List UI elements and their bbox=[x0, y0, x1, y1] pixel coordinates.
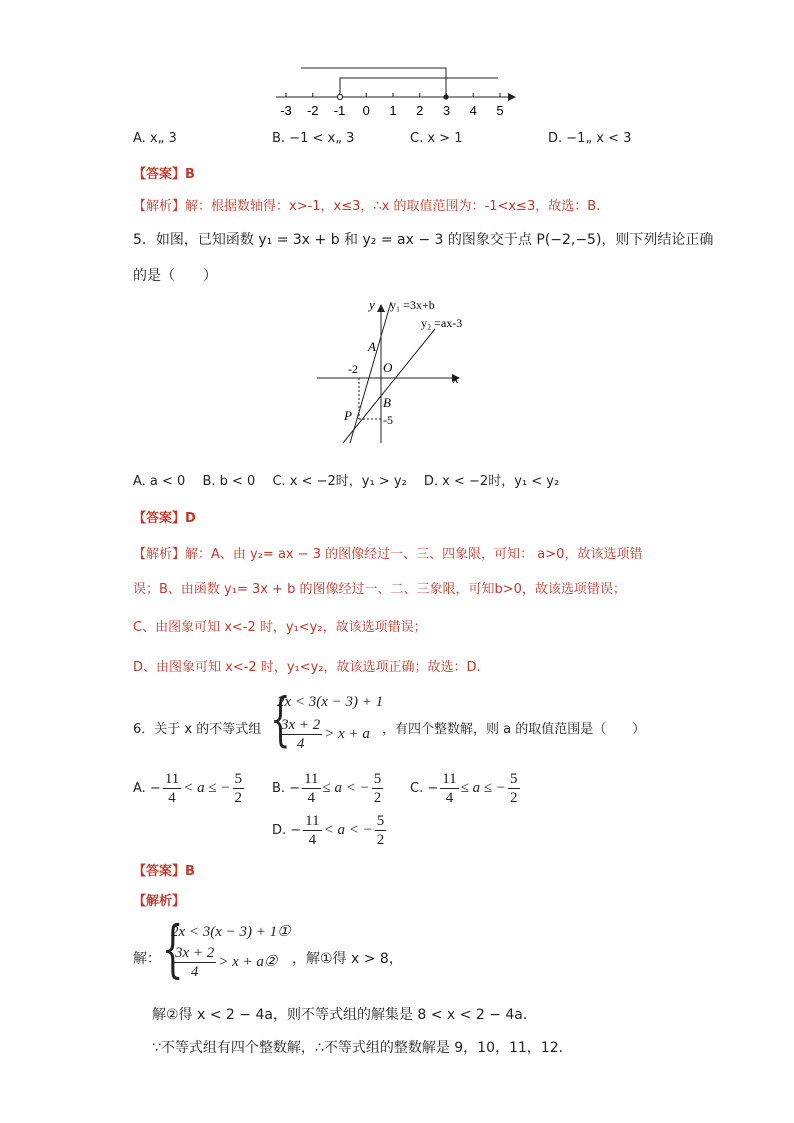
q6-system-eq1: 2x < 3(x − 3) + 1 bbox=[277, 694, 384, 710]
frac-num: 5 bbox=[510, 771, 518, 787]
q5-analysis-line4: D、由图象可知 x<-2 时，y₁<y₂，故该选项正确；故选：D. bbox=[133, 660, 481, 675]
frac-den: 4 bbox=[307, 790, 316, 806]
q6-solution-suffix: ，解①得 x > 8， bbox=[292, 951, 403, 967]
q5-analysis-line2: 误；B、由函数 y₁= 3x + b 的图像经过一、二、三象限，可知b>0，故该选项错误； bbox=[133, 582, 626, 597]
q6-option-a-relation: < a ≤ − bbox=[183, 779, 231, 796]
q6-stem-suffix: ，有四个整数解，则 a 的取值范围是（ ） bbox=[382, 722, 646, 737]
q6-sol-eq2-numerator: 3x + 2 bbox=[175, 945, 215, 961]
q6-option-b-relation: ≤ a < − bbox=[322, 779, 370, 796]
q6-eq2-numerator: 3x + 2 bbox=[281, 717, 321, 733]
q6-stem-prefix: 6．关于 x 的不等式组 bbox=[133, 722, 262, 737]
q6-option-d-prefix: D. − bbox=[272, 822, 302, 838]
label-minus5: -5 bbox=[383, 413, 393, 427]
frac-den: 2 bbox=[234, 790, 243, 806]
q6-analysis-label: 【解析】 bbox=[133, 894, 186, 909]
label-A: A bbox=[368, 339, 376, 354]
frac-den: 2 bbox=[510, 790, 518, 806]
q6-solution-line3: ∵不等式组有四个整数解，∴不等式组的整数解是 9，10，11，12． bbox=[152, 1040, 573, 1056]
tick-label: 1 bbox=[389, 103, 397, 118]
frac-num: 11 bbox=[164, 771, 180, 787]
tick-label: -3 bbox=[280, 103, 292, 118]
q4-option-c: C. x > 1 bbox=[410, 131, 463, 146]
tick-label: 4 bbox=[469, 103, 477, 118]
frac-den: 4 bbox=[168, 790, 176, 806]
q6-option-d-relation: < a < − bbox=[323, 821, 373, 838]
q6-brace: { bbox=[270, 685, 291, 753]
q5-graph bbox=[315, 295, 475, 450]
q6-system-eq2 bbox=[277, 716, 370, 753]
open-circle-minus1 bbox=[337, 94, 342, 99]
q4-analysis: 【解析】解：根据数轴得：x>-1，x≤3，∴x 的取值范围为：-1<x≤3，故选：B. bbox=[133, 199, 601, 214]
q6-solution-brace: { bbox=[161, 912, 184, 985]
ray-x-greater-minus1 bbox=[340, 78, 498, 97]
label-x-axis: x bbox=[453, 371, 459, 386]
q5-options: A. a < 0 B. b < 0 C. x < −2时，y₁ > y₂ D. x < −2时，y₁ < y₂ bbox=[133, 474, 560, 489]
q6-option-b-prefix: B. − bbox=[272, 780, 301, 796]
q6-option-c-prefix: C. − bbox=[410, 780, 439, 796]
tick-label: 3 bbox=[442, 103, 451, 118]
q6-solution-eq2 bbox=[171, 944, 277, 981]
q5-stem-line2: 的是（ ） bbox=[133, 268, 217, 284]
q4-answer: 【答案】B bbox=[133, 167, 195, 182]
q5-analysis-line1: 【解析】解：A、由 y₂= ax − 3 的图像经过一、三、四象限，可知： a>0，故该选项错 bbox=[133, 547, 643, 562]
frac-den: 4 bbox=[445, 790, 454, 806]
label-y2: y₂ =ax-3 bbox=[421, 316, 463, 330]
number-line-figure bbox=[268, 60, 528, 122]
frac-den: 2 bbox=[373, 790, 382, 806]
ray-x-le-3 bbox=[301, 68, 446, 97]
label-y-axis: y bbox=[369, 297, 375, 312]
tick-label: 5 bbox=[496, 103, 504, 118]
q5-analysis-line3: C、由图象可知 x<-2 时，y₁<y₂，故该选项错误； bbox=[133, 620, 427, 635]
q6-option-b bbox=[272, 770, 385, 807]
tick-label: -2 bbox=[306, 103, 319, 118]
tick-label: 0 bbox=[362, 103, 370, 118]
q6-answer: 【答案】B bbox=[133, 864, 195, 879]
label-O: O bbox=[383, 360, 393, 375]
frac-num: 5 bbox=[376, 813, 385, 829]
q5-answer: 【答案】D bbox=[133, 511, 196, 526]
q4-option-a: A. x„ 3 bbox=[133, 131, 177, 146]
frac-num: 11 bbox=[442, 771, 457, 787]
q6-solution-line2: 解②得 x < 2 − 4a，则不等式组的解集是 8 < x < 2 − 4a． bbox=[152, 1007, 537, 1023]
tick-label: -1 bbox=[333, 103, 346, 118]
frac-num: 11 bbox=[305, 813, 320, 829]
q6-sol-eq2-rhs: > x + a② bbox=[218, 953, 278, 970]
q4-option-b: B. −1 < x„ 3 bbox=[272, 131, 355, 146]
label-y1: y₁ =3x+b bbox=[390, 298, 435, 312]
tick-label: 2 bbox=[416, 103, 424, 118]
q6-option-c bbox=[410, 770, 522, 807]
q5-stem-line1: 5．如图，已知函数 y₁ = 3x + b 和 y₂ = ax − 3 的图象交于点 P(−2,−5)，则下列结论正确 bbox=[133, 232, 714, 248]
frac-num: 5 bbox=[234, 771, 243, 787]
q6-option-d bbox=[272, 812, 388, 849]
frac-den: 2 bbox=[376, 832, 385, 848]
label-minus2: -2 bbox=[348, 362, 358, 376]
filled-circle-3 bbox=[443, 94, 448, 99]
q6-eq2-denominator: 4 bbox=[296, 736, 305, 752]
axis-arrow bbox=[508, 93, 516, 101]
q6-option-c-relation: ≤ a ≤ − bbox=[460, 779, 507, 796]
q6-eq2-rhs: > x + a bbox=[324, 725, 370, 742]
q4-option-d: D. −1„ x < 3 bbox=[548, 131, 632, 146]
frac-num: 11 bbox=[304, 771, 319, 787]
q6-sol-eq2-denominator: 4 bbox=[190, 964, 199, 980]
frac-num: 5 bbox=[373, 771, 382, 787]
q6-option-a-prefix: A. − bbox=[133, 780, 161, 796]
q6-solution-prefix: 解： bbox=[133, 951, 161, 967]
frac-den: 4 bbox=[308, 832, 317, 848]
q6-solution-eq1: 2x < 3(x − 3) + 1① bbox=[171, 924, 291, 940]
label-B: B bbox=[383, 395, 391, 410]
label-P: P bbox=[344, 408, 352, 423]
q6-option-a bbox=[133, 770, 246, 807]
